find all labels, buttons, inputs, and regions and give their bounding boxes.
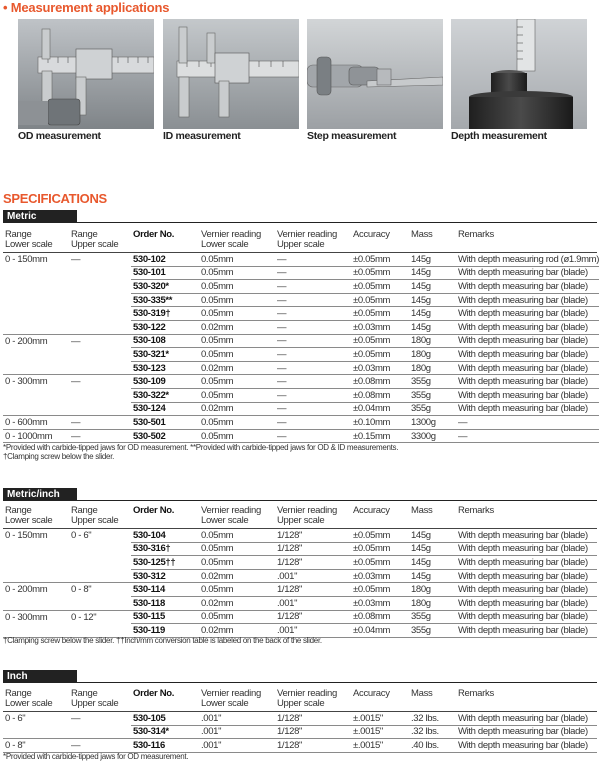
metric-inch-cell-upper — [69, 596, 131, 610]
metric-inch-cell-acc: ±0.05mm — [351, 529, 409, 542]
metric-inch-table-row — [3, 542, 597, 556]
metric-cell-acc: ±0.10mm — [351, 416, 409, 430]
metric-inch-cell-mass: 145g — [409, 569, 456, 583]
metric-header-order-no: Order No. — [133, 229, 175, 240]
metric-inch-cell-rem: With depth measuring bar (blade) — [456, 569, 597, 583]
metric-inch-cell-rem: With depth measuring bar (blade) — [456, 556, 597, 570]
metric-cell-rem: With depth measuring bar (blade) — [456, 348, 599, 362]
metric-cell-lower — [3, 402, 69, 416]
metric-inch-cell-mass: 180g — [409, 583, 456, 597]
metric-inch-cell-order: 530-312 — [131, 569, 199, 583]
metric-cell-mass: 145g — [409, 293, 456, 307]
metric-cell-vl: 0.05mm — [199, 253, 275, 266]
metric-cell-mass: 355g — [409, 388, 456, 402]
od-measurement-photo — [18, 19, 154, 129]
metric-cell-order: 530-123 — [131, 361, 199, 375]
metric-inch-cell-rem: With depth measuring bar (blade) — [456, 596, 597, 610]
inch-table-row — [3, 725, 597, 739]
metric-inch-cell-vu: 1/128" — [275, 610, 351, 624]
metric-inch-cell-vl: 0.05mm — [199, 610, 275, 624]
id-caption: ID measurement — [163, 130, 241, 142]
metric-inch-cell-rem: With depth measuring bar (blade) — [456, 542, 597, 556]
inch-cell-rem: With depth measuring bar (blade) — [456, 725, 597, 739]
metric-cell-vl: 0.05mm — [199, 429, 275, 443]
inch-cell-vu: 1/128" — [275, 739, 351, 753]
metric-cell-vl: 0.05mm — [199, 375, 275, 389]
metric-note-2: †Clamping screw below the slider. — [3, 452, 115, 461]
step-caption: Step measurement — [307, 130, 397, 142]
metric-table-row — [3, 266, 599, 280]
metric-inch-cell-vl: 0.02mm — [199, 624, 275, 638]
metric-cell-rem: With depth measuring bar (blade) — [456, 334, 599, 348]
metric-header-vernier-lower: Vernier reading Lower scale — [201, 229, 261, 250]
metric-cell-lower: 0 - 1000mm — [3, 429, 69, 443]
metric-inch-cell-order: 530-114 — [131, 583, 199, 597]
metric-cell-order: 530-319† — [131, 307, 199, 321]
metric-cell-lower — [3, 348, 69, 362]
metric-cell-vu: — — [275, 280, 351, 294]
metric-cell-vu: — — [275, 348, 351, 362]
metric-inch-cell-order: 530-125†† — [131, 556, 199, 570]
metric-cell-vu: — — [275, 320, 351, 334]
metric-cell-acc: ±0.03mm — [351, 320, 409, 334]
metric-cell-mass: 145g — [409, 266, 456, 280]
metric-cell-acc: ±0.08mm — [351, 375, 409, 389]
metric-inch-note-1: †Clamping screw below the slider. ††Inch/mm conversion table is labeled on the back of the slider. — [3, 636, 322, 645]
metric-cell-vu: — — [275, 388, 351, 402]
inch-cell-vu: 1/128" — [275, 725, 351, 739]
metric-inch-cell-upper: 0 - 8" — [71, 584, 92, 596]
metric-cell-vu: — — [275, 334, 351, 348]
metric-inch-cell-order: 530-118 — [131, 596, 199, 610]
metric-inch-cell-order: 530-316† — [131, 542, 199, 556]
inch-header-remarks: Remarks — [458, 688, 494, 699]
metric-inch-cell-acc: ±0.03mm — [351, 569, 409, 583]
metric-cell-vl: 0.05mm — [199, 348, 275, 362]
metric-cell-lower — [3, 280, 69, 294]
metric-inch-header-remarks: Remarks — [458, 505, 494, 516]
metric-cell-lower: 0 - 200mm — [5, 335, 48, 347]
metric-cell-rem: With depth measuring bar (blade) — [456, 402, 599, 416]
metric-inch-header-mass: Mass — [411, 505, 433, 516]
metric-cell-lower — [3, 293, 69, 307]
inch-header-order-no: Order No. — [133, 688, 175, 699]
metric-cell-order: 530-102 — [131, 253, 199, 266]
metric-table-row — [3, 320, 599, 334]
metric-inch-cell-rem: With depth measuring bar (blade) — [456, 610, 597, 624]
metric-inch-cell-upper: 0 - 12" — [71, 611, 97, 623]
metric-inch-cell-vl: 0.02mm — [199, 596, 275, 610]
metric-cell-vl: 0.05mm — [199, 388, 275, 402]
metric-inch-table-row — [3, 529, 597, 542]
inch-cell-rem: With depth measuring bar (blade) — [456, 739, 597, 753]
depth-caption: Depth measurement — [451, 130, 547, 142]
metric-cell-vl: 0.05mm — [199, 280, 275, 294]
id-measurement-photo — [163, 19, 299, 129]
metric-cell-rem: With depth measuring bar (blade) — [456, 388, 599, 402]
metric-inch-cell-vu: .001" — [275, 596, 351, 610]
metric-cell-order: 530-101 — [131, 266, 199, 280]
metric-inch-header-range-lower: Range Lower scale — [5, 505, 53, 526]
metric-cell-vl: 0.02mm — [199, 320, 275, 334]
metric-cell-upper — [69, 307, 131, 321]
metric-cell-order: 530-502 — [131, 429, 199, 443]
metric-table-row — [3, 416, 599, 430]
metric-inch-table-row — [3, 569, 597, 583]
metric-header-accuracy: Accuracy — [353, 229, 390, 240]
metric-inch-cell-upper — [69, 556, 131, 570]
metric-cell-upper — [69, 361, 131, 375]
metric-inch-cell-mass: 145g — [409, 556, 456, 570]
metric-inch-cell-mass: 355g — [409, 610, 456, 624]
metric-inch-cell-lower: 0 - 200mm — [5, 584, 48, 596]
metric-inch-cell-vl: 0.05mm — [199, 556, 275, 570]
metric-header-range-upper: Range Upper scale — [71, 229, 119, 250]
metric-table-row — [3, 375, 599, 389]
metric-inch-header-accuracy: Accuracy — [353, 505, 390, 516]
metric-cell-upper — [69, 320, 131, 334]
metric-inch-cell-vu: .001" — [275, 624, 351, 638]
inch-cell-order: 530-105 — [131, 712, 199, 725]
metric-cell-mass: 145g — [409, 280, 456, 294]
metric-cell-mass: 355g — [409, 402, 456, 416]
metric-cell-upper — [69, 348, 131, 362]
metric-cell-vl: 0.05mm — [199, 293, 275, 307]
metric-inch-cell-vl: 0.02mm — [199, 569, 275, 583]
metric-cell-rem: With depth measuring bar (blade) — [456, 266, 599, 280]
metric-cell-mass: 145g — [409, 320, 456, 334]
metric-inch-cell-lower — [3, 542, 69, 556]
metric-cell-mass: 3300g — [409, 429, 456, 443]
inch-header-range-lower: Range Lower scale — [5, 688, 53, 709]
metric-inch-cell-mass: 180g — [409, 596, 456, 610]
metric-inch-cell-vl: 0.05mm — [199, 529, 275, 542]
metric-cell-acc: ±0.05mm — [351, 348, 409, 362]
metric-table — [3, 253, 599, 443]
metric-cell-mass: 180g — [409, 348, 456, 362]
metric-cell-rem: — — [456, 429, 599, 443]
metric-inch-cell-upper — [69, 569, 131, 583]
metric-cell-order: 530-501 — [131, 416, 199, 430]
metric-cell-rem: With depth measuring bar (blade) — [456, 293, 599, 307]
inch-cell-order: 530-116 — [131, 739, 199, 753]
step-measurement-photo — [307, 19, 443, 129]
metric-inch-cell-mass: 355g — [409, 624, 456, 638]
inch-table-row — [3, 712, 597, 725]
metric-header-remarks: Remarks — [458, 229, 494, 240]
metric-cell-vu: — — [275, 293, 351, 307]
inch-cell-rem: With depth measuring bar (blade) — [456, 712, 597, 725]
metric-cell-rem: With depth measuring bar (blade) — [456, 361, 599, 375]
metric-cell-vl: 0.05mm — [199, 307, 275, 321]
depth-measurement-photo — [451, 19, 587, 129]
metric-cell-mass: 180g — [409, 334, 456, 348]
metric-cell-order: 530-335** — [131, 293, 199, 307]
metric-table-row — [3, 253, 599, 266]
metric-table-row — [3, 307, 599, 321]
inch-header-mass: Mass — [411, 688, 433, 699]
metric-inch-cell-rem: With depth measuring bar (blade) — [456, 583, 597, 597]
metric-cell-acc: ±0.08mm — [351, 388, 409, 402]
metric-cell-acc: ±0.05mm — [351, 253, 409, 266]
metric-cell-lower — [3, 307, 69, 321]
metric-inch-cell-order: 530-115 — [131, 610, 199, 624]
metric-inch-cell-lower — [3, 596, 69, 610]
metric-table-row — [3, 429, 599, 443]
inch-cell-acc: ±.0015" — [351, 739, 409, 753]
metric-cell-upper — [69, 402, 131, 416]
metric-inch-cell-vu: 1/128" — [275, 529, 351, 542]
inch-note-1: *Provided with carbide-tipped jaws for OD measurement. — [3, 752, 189, 761]
metric-cell-order: 530-320* — [131, 280, 199, 294]
metric-cell-acc: ±0.04mm — [351, 402, 409, 416]
metric-cell-upper — [69, 266, 131, 280]
inch-section-tag: Inch — [3, 670, 77, 683]
metric-cell-mass: 180g — [409, 361, 456, 375]
metric-cell-upper: — — [69, 416, 131, 430]
metric-cell-order: 530-124 — [131, 402, 199, 416]
metric-note-1: *Provided with carbide-tipped jaws for OD measurement. **Provided with carbide-tipped jaws for OD & ID measurements. — [3, 443, 399, 452]
metric-cell-vl: 0.02mm — [199, 361, 275, 375]
metric-cell-vl: 0.02mm — [199, 402, 275, 416]
metric-inch-cell-acc: ±0.05mm — [351, 542, 409, 556]
metric-table-row — [3, 280, 599, 294]
metric-cell-acc: ±0.15mm — [351, 429, 409, 443]
metric-inch-cell-mass: 145g — [409, 542, 456, 556]
metric-cell-acc: ±0.03mm — [351, 361, 409, 375]
inch-cell-order: 530-314* — [131, 725, 199, 739]
metric-cell-vl: 0.05mm — [199, 416, 275, 430]
metric-inch-cell-acc: ±0.04mm — [351, 624, 409, 638]
inch-cell-vl: .001" — [199, 739, 275, 753]
metric-cell-rem: With depth measuring bar (blade) — [456, 320, 599, 334]
metric-inch-cell-mass: 145g — [409, 529, 456, 542]
metric-inch-cell-upper — [69, 542, 131, 556]
inch-table-row — [3, 739, 597, 753]
metric-cell-acc: ±0.05mm — [351, 307, 409, 321]
metric-inch-cell-vu: 1/128" — [275, 583, 351, 597]
metric-header-range-lower: Range Lower scale — [5, 229, 53, 250]
metric-inch-cell-vu: 1/128" — [275, 542, 351, 556]
metric-cell-upper: — — [71, 335, 81, 347]
inch-cell-vl: .001" — [199, 725, 275, 739]
metric-inch-header-vernier-upper: Vernier reading Upper scale — [277, 505, 337, 526]
inch-section-rule — [3, 682, 597, 683]
metric-cell-vu: — — [275, 416, 351, 430]
metric-inch-cell-order: 530-119 — [131, 624, 199, 638]
metric-cell-lower — [3, 361, 69, 375]
metric-cell-order: 530-109 — [131, 375, 199, 389]
metric-cell-upper: — — [71, 376, 81, 388]
metric-cell-upper — [69, 388, 131, 402]
metric-inch-header-vernier-lower: Vernier reading Lower scale — [201, 505, 261, 526]
metric-cell-mass: 355g — [409, 375, 456, 389]
metric-cell-vu: — — [275, 402, 351, 416]
inch-header-vernier-lower: Vernier reading Lower scale — [201, 688, 261, 709]
metric-inch-cell-acc: ±0.05mm — [351, 556, 409, 570]
inch-cell-upper: — — [71, 713, 81, 725]
metric-header-mass: Mass — [411, 229, 433, 240]
metric-section-rule — [3, 222, 597, 223]
inch-table — [3, 712, 597, 753]
metric-table-row — [3, 402, 599, 416]
metric-inch-cell-lower: 0 - 150mm — [5, 530, 48, 542]
metric-cell-vu: — — [275, 361, 351, 375]
metric-cell-lower: 0 - 600mm — [3, 416, 69, 430]
inch-cell-mass: .32 lbs. — [409, 712, 456, 725]
metric-cell-mass: 1300g — [409, 416, 456, 430]
inch-cell-mass: .32 lbs. — [409, 725, 456, 739]
metric-table-row — [3, 388, 599, 402]
metric-cell-order: 530-322* — [131, 388, 199, 402]
metric-inch-table-row — [3, 610, 597, 624]
metric-cell-vu: — — [275, 266, 351, 280]
metric-cell-lower — [3, 320, 69, 334]
metric-cell-lower — [3, 266, 69, 280]
metric-cell-vu: — — [275, 375, 351, 389]
inch-cell-acc: ±.0015" — [351, 712, 409, 725]
inch-cell-mass: .40 lbs. — [409, 739, 456, 753]
metric-inch-cell-vl: 0.05mm — [199, 542, 275, 556]
inch-header-range-upper: Range Upper scale — [71, 688, 119, 709]
metric-inch-section-rule — [3, 500, 597, 501]
metric-cell-acc: ±0.05mm — [351, 293, 409, 307]
metric-cell-rem: With depth measuring bar (blade) — [456, 307, 599, 321]
metric-cell-order: 530-321* — [131, 348, 199, 362]
metric-cell-upper: — — [69, 429, 131, 443]
metric-cell-rem: With depth measuring rod (ø1.9mm) — [458, 253, 600, 265]
metric-cell-order: 530-122 — [131, 320, 199, 334]
metric-table-row — [3, 348, 599, 362]
metric-table-row — [3, 293, 599, 307]
metric-cell-vu: — — [275, 253, 351, 266]
metric-cell-mass: 145g — [409, 307, 456, 321]
metric-inch-cell-acc: ±0.08mm — [351, 610, 409, 624]
metric-cell-rem: — — [456, 416, 599, 430]
metric-inch-table — [3, 529, 597, 638]
metric-inch-cell-lower — [3, 556, 69, 570]
apps-title: • Measurement applications — [3, 0, 170, 15]
inch-header-vernier-upper: Vernier reading Upper scale — [277, 688, 337, 709]
metric-inch-cell-vu: 1/128" — [275, 556, 351, 570]
metric-cell-vu: — — [275, 429, 351, 443]
metric-table-row — [3, 334, 599, 348]
metric-inch-section-tag: Metric/inch — [3, 488, 77, 501]
metric-inch-cell-acc: ±0.03mm — [351, 596, 409, 610]
metric-cell-acc: ±0.05mm — [351, 280, 409, 294]
metric-table-row — [3, 361, 599, 375]
metric-cell-order: 530-108 — [131, 334, 199, 348]
metric-cell-vl: 0.05mm — [199, 266, 275, 280]
metric-cell-rem: With depth measuring bar (blade) — [456, 375, 599, 389]
inch-cell-lower — [3, 725, 69, 739]
metric-inch-cell-vu: .001" — [275, 569, 351, 583]
inch-cell-vl: .001" — [199, 712, 275, 725]
inch-cell-lower: 0 - 6" — [5, 713, 26, 725]
metric-cell-lower: 0 - 150mm — [5, 254, 48, 266]
metric-header-vernier-upper: Vernier reading Upper scale — [277, 229, 337, 250]
metric-cell-upper — [69, 293, 131, 307]
inch-header-accuracy: Accuracy — [353, 688, 390, 699]
metric-inch-cell-upper: 0 - 6" — [71, 530, 92, 542]
metric-cell-upper: — — [71, 254, 81, 266]
inch-cell-vu: 1/128" — [275, 712, 351, 725]
metric-inch-cell-lower: 0 - 300mm — [5, 611, 48, 623]
metric-inch-header-order-no: Order No. — [133, 505, 175, 516]
inch-cell-upper: — — [69, 739, 131, 753]
inch-cell-lower: 0 - 8" — [3, 739, 69, 753]
metric-inch-cell-order: 530-104 — [131, 529, 199, 542]
metric-cell-lower — [3, 388, 69, 402]
inch-cell-upper — [69, 725, 131, 739]
metric-inch-cell-rem: With depth measuring bar (blade) — [456, 624, 597, 638]
metric-inch-cell-acc: ±0.05mm — [351, 583, 409, 597]
metric-inch-table-row — [3, 583, 597, 597]
metric-cell-rem: With depth measuring bar (blade) — [456, 280, 599, 294]
metric-inch-cell-vl: 0.05mm — [199, 583, 275, 597]
metric-section-tag: Metric — [3, 210, 77, 223]
metric-cell-upper — [69, 280, 131, 294]
metric-inch-cell-lower — [3, 569, 69, 583]
metric-inch-table-row — [3, 556, 597, 570]
metric-cell-acc: ±0.05mm — [351, 266, 409, 280]
metric-cell-vu: — — [275, 307, 351, 321]
spec-title: SPECIFICATIONS — [3, 191, 107, 206]
metric-inch-header-range-upper: Range Upper scale — [71, 505, 119, 526]
metric-inch-cell-rem: With depth measuring bar (blade) — [456, 529, 597, 542]
metric-cell-vl: 0.05mm — [199, 334, 275, 348]
inch-cell-acc: ±.0015" — [351, 725, 409, 739]
od-caption: OD measurement — [18, 130, 101, 142]
metric-cell-mass: 145g — [409, 253, 456, 266]
metric-inch-table-row — [3, 596, 597, 610]
metric-cell-lower: 0 - 300mm — [5, 376, 48, 388]
metric-cell-acc: ±0.05mm — [351, 334, 409, 348]
